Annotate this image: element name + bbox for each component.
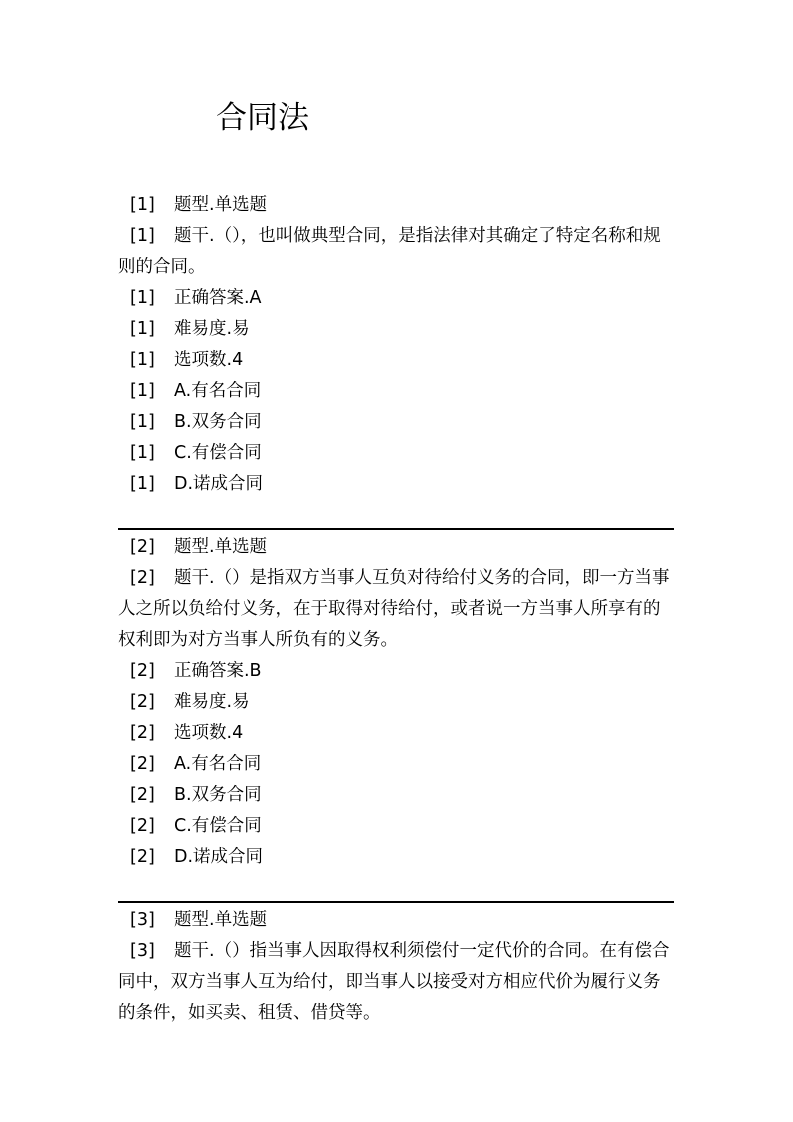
question-list [118, 190, 674, 1029]
question-stem: [3] 题干.（）指当事人因取得权利须偿付一定代价的合同。在有偿合同中，双方当事人互为给付，即当事人以接受对方相应代价为履行义务的条件，如买卖、租赁、借贷等。 [118, 941, 670, 1023]
question-difficulty: [2] 难易度.易 [130, 692, 250, 712]
question-divider [118, 901, 674, 903]
question-3 [118, 905, 674, 1029]
document-title: 合同法 [216, 100, 309, 136]
question-option-a: [2] A.有名合同 [130, 754, 262, 774]
question-stem: [2] 题干.（）是指双方当事人互负对待给付义务的合同，即一方当事人之所以负给付义务，在于取得对待给付，或者说一方当事人所享有的权利即为对方当事人所负有的义务。 [118, 568, 670, 650]
question-answer: [1] 正确答案.A [130, 288, 262, 308]
question-answer: [2] 正确答案.B [130, 661, 262, 681]
question-type: [1] 题型.单选题 [130, 195, 268, 215]
question-option-b: [1] B.双务合同 [130, 412, 262, 432]
question-option-count: [1] 选项数.4 [130, 350, 244, 370]
question-2 [118, 532, 674, 873]
question-option-c: [1] C.有偿合同 [130, 443, 262, 463]
question-option-b: [2] B.双务合同 [130, 785, 262, 805]
question-option-d: [1] D.诺成合同 [130, 474, 264, 494]
question-type: [2] 题型.单选题 [130, 537, 268, 557]
question-stem: [1] 题干.（），也叫做典型合同，是指法律对其确定了特定名称和规则的合同。 [118, 226, 661, 277]
question-difficulty: [1] 难易度.易 [130, 319, 250, 339]
question-type: [3] 题型.单选题 [130, 910, 268, 930]
question-divider [118, 528, 674, 530]
question-option-c: [2] C.有偿合同 [130, 816, 262, 836]
question-option-d: [2] D.诺成合同 [130, 847, 264, 867]
question-option-a: [1] A.有名合同 [130, 381, 262, 401]
question-option-count: [2] 选项数.4 [130, 723, 244, 743]
question-1 [118, 190, 674, 500]
